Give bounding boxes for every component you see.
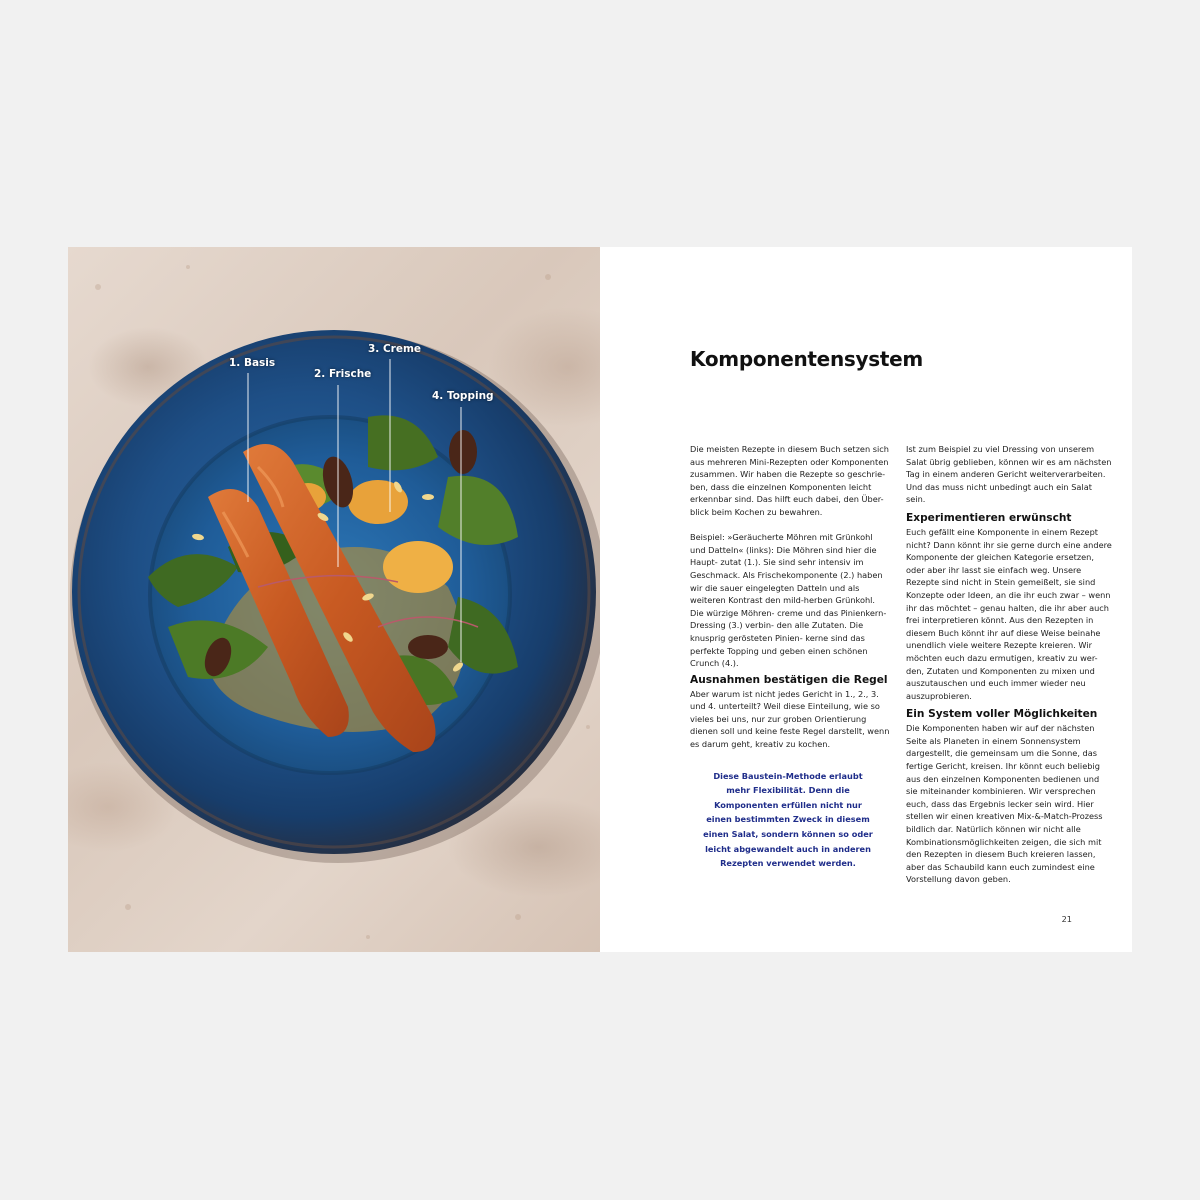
annotation-basis: 1. Basis [229,357,276,369]
paragraph-experiment: Euch gefällt eine Komponente in einem Rezept nicht? Dann könnt ihr sie gerne durch eine andere Komponente der gleichen Kategorie ersetzen, oder aber ihr lasst sie einfach weg. Unsere Rezepte sind nicht in Stein gemeißelt, sie sind Konzepte oder Ideen, an die ihr euch zwar – wenn ihr das möchtet – genau halten, die ihr aber auch frei interpretieren könnt. Aus den Rezepten in diesem Buch könnt ihr auf diese Weise beinahe unendlich viele weitere Rezepte kreieren. Wir möchten euch dazu ermutigen, kreativ zu wer- den, Zutaten und Komponenten zu mixen und auszutauschen und euch immer wieder neu auszuprobieren. [906,526,1112,701]
plate-illustration [68,247,600,952]
paragraph-dressing: Ist zum Beispiel zu viel Dressing von unserem Salat übrig geblieben, können wir es am nächsten Tag in einem anderen Gericht weiterverarbeiten. Und das muss nicht unbedingt auch ein Salat sein. [906,444,1112,505]
paragraph-exceptions: Aber warum ist nicht jedes Gericht in 1., 2., 3. und 4. unterteilt? Weil diese Einteilung, wie so vieles bei uns, nur zur groben Orientierung dienen soll und keine feste Regel darstellt, wenn es darum geht, kreativ zu kochen. [690,688,890,750]
left-column [690,443,890,871]
food-photo [68,247,600,952]
text-page [600,247,1132,952]
paragraph-intro: Die meisten Rezepte in diesem Buch setzen sich aus mehreren Mini-Rezepten oder Komponenten zusammen. Wir haben die Rezepte so geschrie- ben, dass die einzelnen Komponenten leicht erkennbar sind. Das hilft euch dabei, den Über- blick beim Kochen zu bewahren. [690,444,889,517]
pull-quote: Diese Baustein-Methode erlaubt mehr Flexibilität. Denn die Komponenten erfüllen nicht nur einen bestimmten Zweck in diesem einen Salat, sondern können so oder leicht abgewandelt auch in anderen Rezepten verwendet werden. [703,770,873,869]
annotation-frische: 2. Frische [314,368,372,380]
heading-system: Ein System voller Möglichkeiten [906,708,1098,721]
page-number: 21 [1061,914,1072,924]
book-spread [68,247,1132,952]
paragraph-example: Beispiel: »Geräucherte Möhren mit Grünkohl und Datteln« (links): Die Möhren sind hier die Haupt- zutat (1.). Sie sind sehr intensiv im Geschmack. Als Frischekomponente (2.) haben wir die sauer eingelegten Datteln und als weiteren Kontrast den mild-herben Grünkohl. Die würzige Möhren- creme und das Pinienkern-Dressing (3.) verbin- den alle Zutaten. Die knusprig gerösteten Pinien- kerne sind das perfekte Topping und geben einen schönen Crunch (4.). [690,532,887,669]
heading-experiment: Experimentieren erwünscht [906,511,1072,524]
heading-exceptions: Ausnahmen bestätigen die Regel [690,673,888,686]
paragraph-system: Die Komponenten haben wir auf der nächsten Seite als Planeten in einem Sonnensystem dargestellt, die gemeinsam um die Sonne, das fertige Gericht, kreisen. Ihr könnt euch beliebig aus den einzelnen Komponenten bedienen und sie miteinander kombinieren. Wir versprechen euch, dass das Ergebnis lecker sein wird. Hier stellen wir einen kreativen Mix-&-Match-Prozess bildlich dar. Natürlich können wir nicht alle Kombinationsmöglichkeiten zeigen, die sich mit den Rezepten in diesem Buch kreieren lassen, aber das Schaubild kann euch zumindest eine Vorstellung davon geben. [906,723,1103,885]
annotation-creme: 3. Creme [368,343,422,355]
page-title: Komponentensystem [690,347,923,371]
right-column [906,443,1112,899]
annotation-topping: 4. Topping [432,390,494,402]
